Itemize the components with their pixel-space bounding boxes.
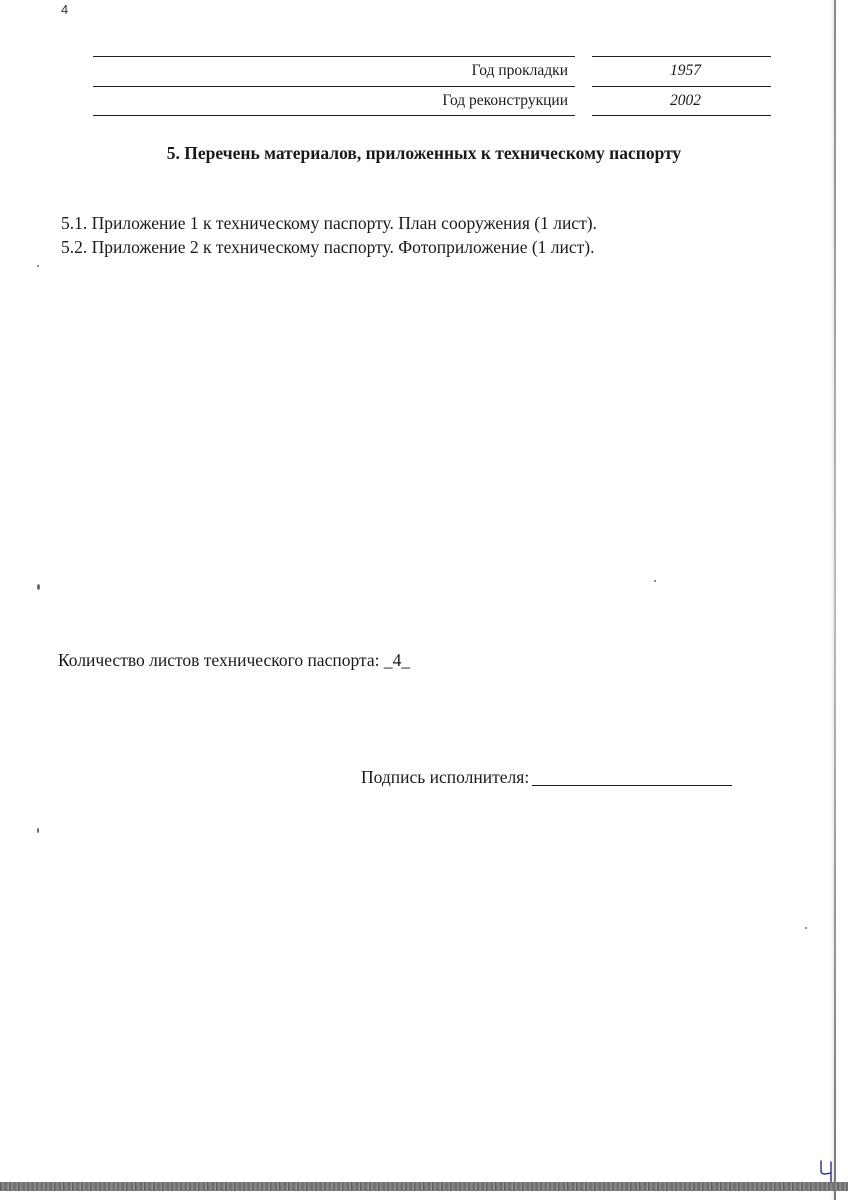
signature-blank [532,785,732,786]
table-rule [93,86,575,87]
laying-year-label: Год прокладки [471,62,568,79]
table-rule [592,115,771,116]
page-number: 4 [61,2,69,17]
section-title: 5. Перечень материалов, приложенных к техническому паспорту [166,143,682,163]
sheets-count-value: _4_ [383,650,411,670]
scan-edge [834,0,836,1200]
list-item: 5.2. Приложение 2 к техническому паспорту. Фотоприложение (1 лист). [61,237,595,257]
table-rule [93,115,575,116]
table-rule [93,56,575,57]
laying-year-value: 1957 [670,62,701,79]
scan-speck [37,265,39,267]
handwritten-page-number-mark [818,1158,836,1184]
reconstruction-year-label: Год реконструкции [442,92,568,109]
scan-bottom-strip [0,1182,848,1191]
signature-line [361,767,732,788]
scan-speck [37,584,40,590]
signature-label: Подпись исполнителя: [361,767,530,787]
sheets-count-label: Количество листов технического паспорта: [58,650,380,670]
list-item: 5.1. Приложение 1 к техническому паспорту. План сооружения (1 лист). [61,213,597,233]
reconstruction-year-value: 2002 [670,92,701,109]
table-rule [592,56,771,57]
sheets-count-line [58,650,410,671]
table-rule [592,86,771,87]
scan-speck [37,828,39,833]
scan-speck [805,927,807,929]
scan-speck [654,580,656,582]
